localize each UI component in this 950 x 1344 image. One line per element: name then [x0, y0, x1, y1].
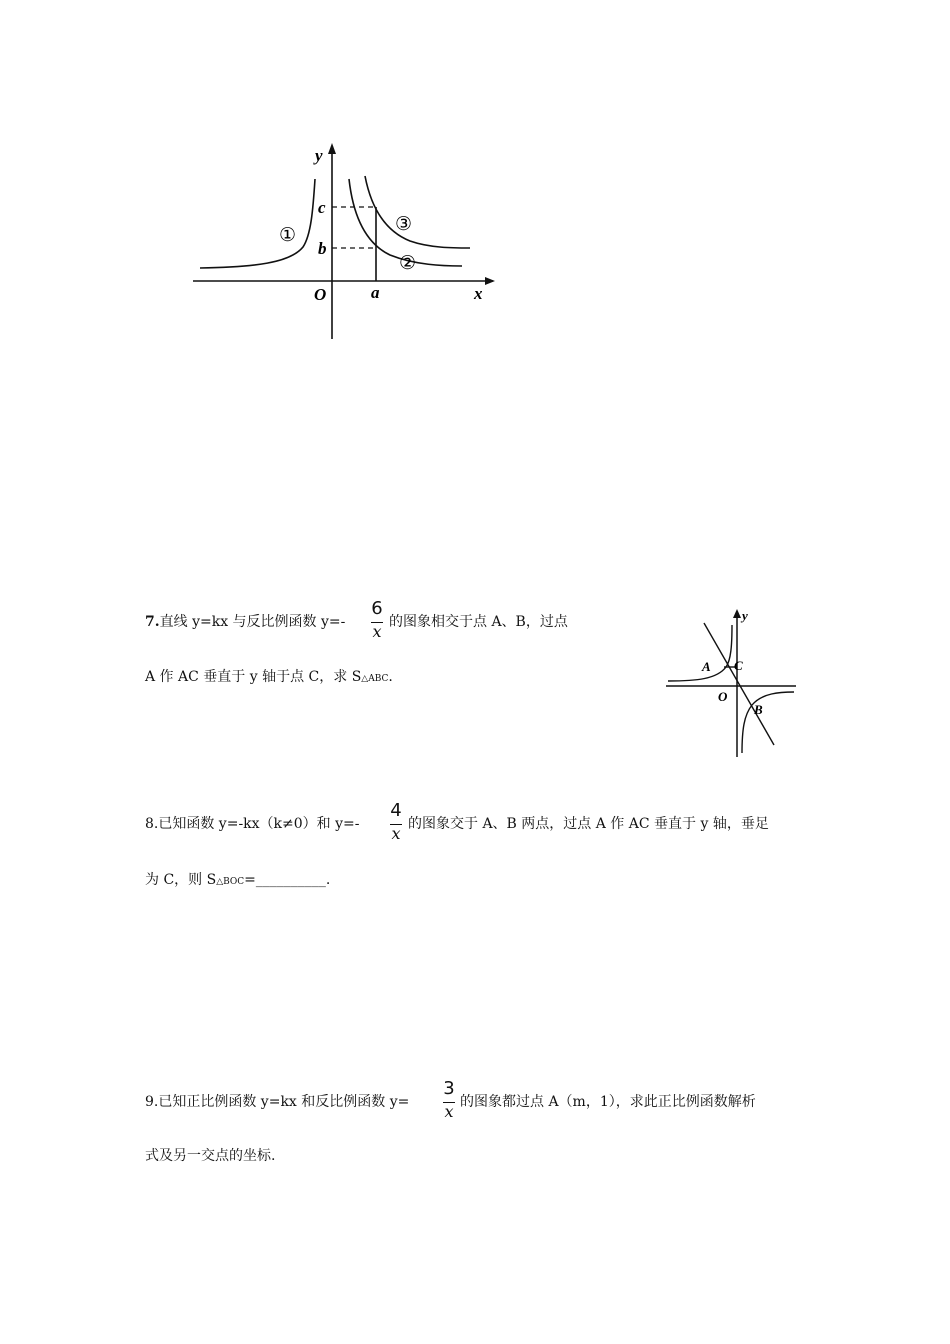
q9-line-2 — [145, 1146, 275, 1166]
q7-curve-right — [742, 692, 794, 753]
q8-subscript: △BOC — [216, 877, 245, 887]
q7-subscript: △ABC — [361, 674, 389, 684]
q7-text-1-post: 的图象相交于点 A、B，过点 — [389, 614, 568, 630]
q7-figure — [662, 605, 802, 760]
q8-line-1-post — [408, 814, 769, 834]
q8-text-2-pre: 为 C，则 S — [145, 872, 217, 888]
q9-frac-num: 3 — [443, 1078, 455, 1099]
q7-line-ab — [704, 623, 774, 745]
q8-text-1-pre: 8.已知函数 y=-kx（k≠0）和 y=- — [145, 816, 360, 832]
q8-frac-den: x — [391, 824, 401, 843]
q7-b-label: B — [754, 702, 763, 717]
q9-text-2: 式及另一交点的坐标. — [145, 1148, 276, 1164]
curve-1-label: ① — [279, 225, 297, 246]
q8-text-2-post: = — [244, 872, 256, 888]
curve-1 — [200, 179, 315, 268]
q7-o-label: O — [718, 689, 728, 704]
q7-line-1-post — [389, 612, 568, 632]
q9-line-1-pre — [145, 1092, 409, 1112]
hyperbola-figure-1 — [185, 135, 505, 350]
q7-frac-den: x — [372, 622, 382, 641]
q9-text-1-pre: 9.已知正比例函数 y=kx 和反比例函数 y= — [145, 1094, 410, 1110]
q7-text-2-post: . — [388, 669, 393, 685]
q8-line-2 — [145, 870, 330, 892]
q7-c-label: C — [734, 658, 743, 673]
origin-label: O — [314, 285, 327, 304]
q7-frac-num: 6 — [371, 598, 383, 619]
q8-answer-blank: __________ — [255, 872, 326, 888]
y-axis-arrow — [328, 143, 336, 154]
q8-line-1-pre — [145, 814, 360, 834]
q7-y-label: y — [742, 608, 748, 623]
curve-2-label: ② — [399, 253, 417, 274]
q7-number: 7. — [145, 614, 160, 630]
q7-y-arrow — [733, 609, 741, 618]
curve-3-label: ③ — [395, 214, 413, 235]
c-label: c — [318, 198, 326, 217]
q7-line-2 — [145, 667, 393, 689]
q7-line-1 — [145, 612, 345, 632]
q7-a-label: A — [702, 659, 711, 674]
q8-text-2-end: . — [325, 872, 331, 888]
b-label: b — [318, 239, 327, 258]
q7-curve-left — [668, 625, 732, 681]
q8-frac-num: 4 — [390, 800, 402, 821]
y-label: y — [315, 146, 323, 165]
curve-3 — [365, 176, 470, 248]
q9-frac-den: x — [444, 1102, 454, 1121]
q7-text-1-pre: 直线 y=kx 与反比例函数 y=- — [159, 614, 346, 630]
a-label: a — [371, 283, 380, 302]
x-axis-arrow — [485, 277, 495, 285]
q7-text-2-pre: A 作 AC 垂直于 y 轴于点 C，求 S — [145, 669, 362, 685]
x-label: x — [474, 284, 483, 303]
q9-text-1-post: 的图象都过点 A（m，1），求此正比例函数解析 — [460, 1094, 756, 1110]
q9-line-1-post — [460, 1092, 756, 1112]
q8-text-1-post: 的图象交于 A、B 两点，过点 A 作 AC 垂直于 y 轴，垂足 — [408, 816, 769, 832]
